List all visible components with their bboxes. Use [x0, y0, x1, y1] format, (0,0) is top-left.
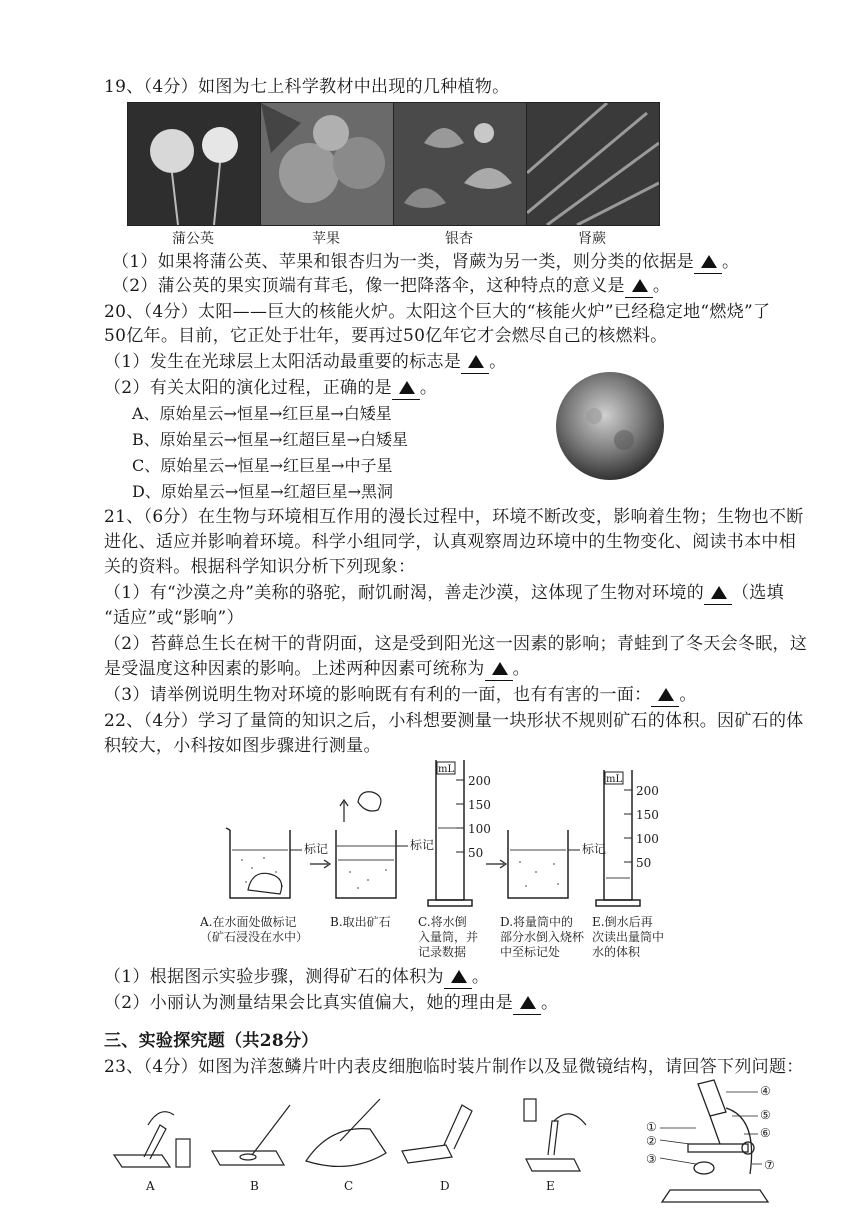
sun-image	[554, 370, 666, 482]
answer-blank[interactable]	[704, 582, 732, 605]
q21-line2: 进化、适应并影响着环境。科学小组同学，认真观察周边环境中的生物变化、阅读书本中相	[104, 532, 796, 552]
q21-part1: （1）有“沙漠之舟”美称的骆驼，耐饥耐渴，善走沙漠，这体现了生物对环境的 （选填	[104, 583, 784, 603]
q20-option-d: D、原始星云→恒星→红超巨星→黑洞	[132, 482, 394, 501]
photo-fern	[526, 102, 660, 226]
mark-label-d: 标记	[582, 842, 607, 856]
tick-label: 100	[636, 832, 659, 846]
q21-part1-options: “适应”或“影响”）	[104, 608, 244, 628]
slide-preparation-diagram	[100, 1085, 640, 1205]
answer-blank[interactable]	[392, 377, 420, 400]
q20-option-c: C、原始星云→恒星→红巨星→中子星	[132, 456, 393, 475]
photo-apple	[260, 102, 394, 226]
tick-label: 100	[468, 822, 491, 836]
q23-header: 23、（4分）如图为洋葱鳞片叶内表皮细胞临时装片制作以及显微镜结构，请回答下列问题：	[104, 1057, 804, 1077]
caption-fern: 肾蕨	[578, 231, 606, 247]
q20-line2: 50亿年。目前，它正处于壮年，要再过50亿年它才会燃尽自己的核燃料。	[104, 326, 668, 346]
scope-label-5: ⑤	[760, 1108, 771, 1122]
caption-dandelion: 蒲公英	[172, 231, 214, 247]
scope-label-2: ②	[646, 1134, 657, 1148]
label-c: C	[344, 1179, 354, 1193]
mark-label-b: 标记	[410, 838, 435, 852]
q22-line1: 22、（4分）学习了量筒的知识之后，小科想要测量一块形状不规则矿石的体积。因矿石的体	[104, 711, 804, 731]
step-c: C.将水倒入量筒，并记录数据	[418, 915, 479, 959]
label-a: A	[146, 1179, 155, 1193]
q19-part2: （2）蒲公英的果实顶端有茸毛，像一把降落伞，这种特点的意义是 。	[112, 276, 671, 296]
tick-label: 150	[468, 798, 491, 812]
unit-label-e: mL	[606, 774, 623, 785]
q21-part3: （3）请举例说明生物对环境的影响既有有利的一面，也有有害的一面： 。	[104, 685, 697, 705]
scope-label-3: ③	[646, 1152, 657, 1166]
microscope-diagram	[640, 1078, 790, 1208]
q20-option-a: A、原始星云→恒星→红巨星→白矮星	[132, 404, 392, 423]
q22-part1: （1）根据图示实验步骤，测得矿石的体积为 。	[104, 967, 490, 987]
scope-label-4: ④	[760, 1084, 771, 1098]
label-b: B	[250, 1179, 259, 1193]
q20-part2: （2）有关太阳的演化过程，正确的是 。	[104, 378, 438, 398]
q19-part1: （1）如果将蒲公英、苹果和银杏归为一类，肾蕨为另一类，则分类的依据是 。	[112, 252, 740, 272]
q21-line3: 关的资料。根据科学知识分析下列现象：	[104, 557, 416, 577]
label-d: D	[440, 1179, 450, 1193]
answer-blank[interactable]	[513, 992, 541, 1015]
caption-apple: 苹果	[312, 231, 340, 247]
step-e: E.倒水后再次读出量筒中水的体积	[592, 915, 665, 959]
scope-label-6: ⑥	[760, 1126, 771, 1140]
answer-blank[interactable]	[485, 658, 513, 681]
tick-label: 200	[468, 774, 491, 788]
q20-part1: （1）发生在光球层上太阳活动最重要的标志是 。	[104, 352, 507, 372]
photo-dandelion	[127, 102, 261, 226]
step-b: B.取出矿石	[330, 915, 391, 929]
scope-label-7: ⑦	[764, 1158, 775, 1172]
tick-label: 150	[636, 808, 659, 822]
arrow-icon	[310, 860, 330, 868]
answer-blank[interactable]	[444, 966, 472, 989]
answer-blank[interactable]	[651, 684, 679, 707]
q19-header: 19、（4分）如图为七上科学教材中出现的几种植物。	[104, 77, 510, 97]
photo-ginkgo	[393, 102, 527, 226]
label-e: E	[546, 1179, 555, 1193]
q22-line2: 积较大，小科按如图步骤进行测量。	[104, 736, 381, 756]
step-a: A.在水面处做标记（矿石浸没在水中）	[200, 915, 309, 944]
tick-label: 200	[636, 784, 659, 798]
answer-blank[interactable]	[461, 351, 489, 374]
caption-ginkgo: 银杏	[445, 231, 473, 247]
q20-option-b: B、原始星云→恒星→红超巨星→白矮星	[132, 430, 408, 449]
section-title: 三、实验探究题（共28分）	[104, 1031, 319, 1051]
scope-label-1: ①	[646, 1120, 657, 1134]
q22-part2: （2）小丽认为测量结果会比真实值偏大，她的理由是 。	[104, 993, 559, 1013]
q21-line1: 21、（6分）在生物与环境相互作用的漫长过程中，环境不断改变，影响着生物；生物也不断	[104, 507, 804, 527]
q21-part2-line1: （2）苔藓总生长在树干的背阴面，这是受到阳光这一因素的影响；青蛙到了冬天会冬眠，这	[104, 634, 808, 654]
answer-blank[interactable]	[625, 275, 653, 298]
arrow-icon	[486, 860, 506, 868]
step-d: D.将量筒中的部分水倒入烧杯中至标记处	[500, 915, 585, 959]
mark-label-a: 标记	[304, 842, 329, 856]
tick-label: 50	[468, 846, 484, 860]
tick-label: 50	[636, 856, 652, 870]
q21-part2-line2: 是受温度这种因素的影响。上述两种因素可统称为 。	[104, 659, 530, 679]
q20-line1: 20、（4分）太阳——巨大的核能火炉。太阳这个巨大的“核能火炉”已经稳定地“燃烧”了	[104, 302, 771, 322]
answer-blank[interactable]	[694, 251, 722, 274]
unit-label-c: mL	[438, 764, 455, 775]
measurement-diagram	[190, 760, 680, 935]
